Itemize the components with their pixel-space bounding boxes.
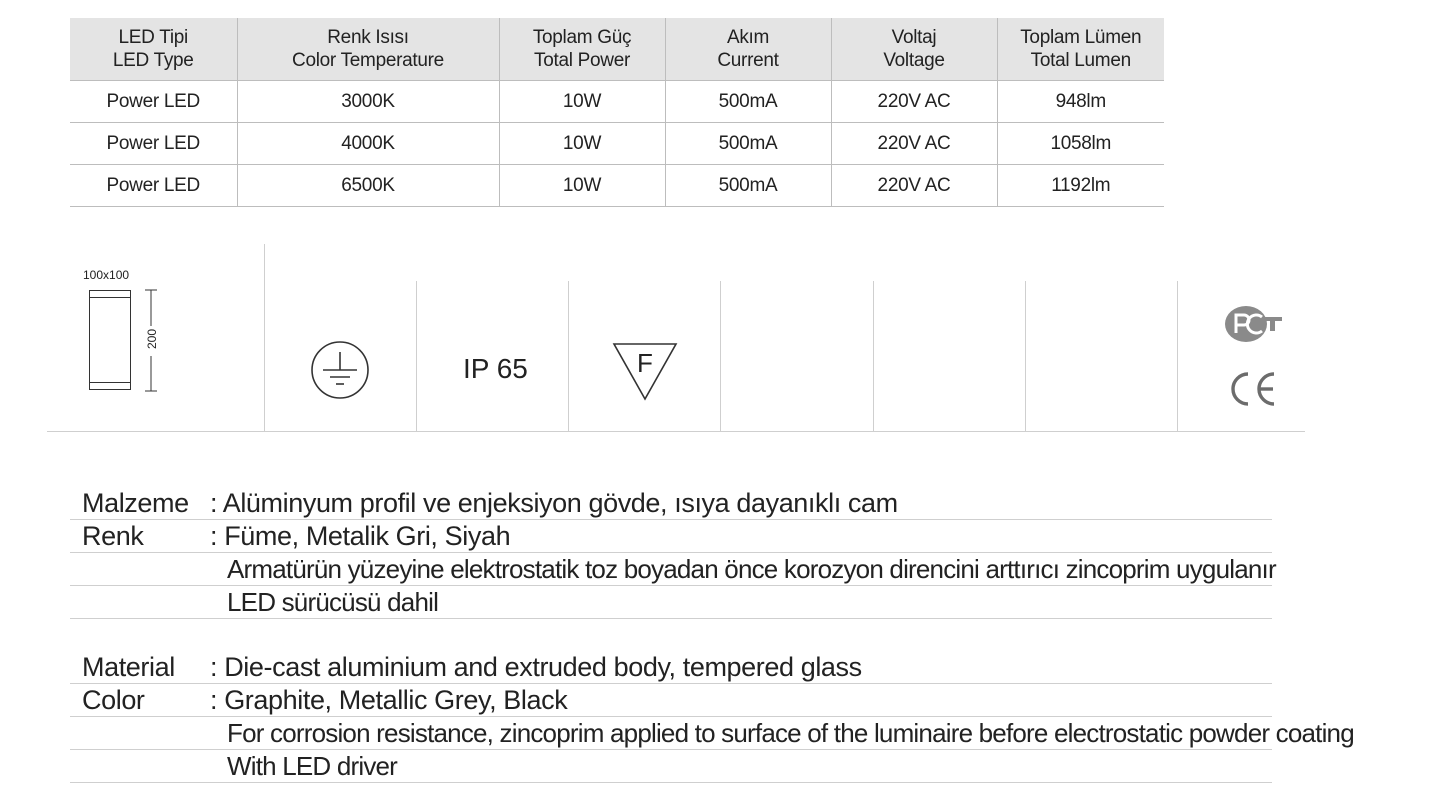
- pct-certification-icon: [1224, 305, 1284, 343]
- note-row: [82, 587, 1272, 620]
- material-label: Material: [82, 652, 175, 682]
- table-row: [70, 81, 1164, 123]
- dimension-height-label: 200: [145, 328, 159, 350]
- divider: [264, 244, 265, 432]
- header-voltage: Voltaj Voltage: [831, 18, 997, 81]
- ip-rating: IP 65: [463, 353, 528, 384]
- color-label: Color: [82, 685, 145, 715]
- header-total-power: Toplam Güç Total Power: [499, 18, 665, 81]
- cell-current: 500mA: [665, 81, 831, 123]
- driver-note: LED sürücüsü dahil: [227, 587, 439, 617]
- note-row: [82, 554, 1276, 587]
- divider: [1177, 281, 1178, 432]
- cell-current: 500mA: [665, 123, 831, 165]
- earth-ground-icon: [310, 340, 370, 400]
- table-row: [70, 165, 1164, 207]
- spec-table: [70, 18, 1164, 207]
- cell-current: 500mA: [665, 165, 831, 207]
- cell-voltage: 220V AC: [831, 165, 997, 207]
- cell-voltage: 220V AC: [831, 123, 997, 165]
- header-led-type: LED Tipi LED Type: [70, 18, 237, 81]
- note-row: [82, 718, 1354, 751]
- cell-total-power: 10W: [499, 81, 665, 123]
- header-color-temperature: Renk Isısı Color Temperature: [237, 18, 499, 81]
- divider: [47, 431, 1305, 432]
- note-row: [82, 751, 1272, 784]
- material-row: [82, 652, 1272, 685]
- cell-total-power: 10W: [499, 165, 665, 207]
- divider: [416, 281, 417, 432]
- divider: [720, 281, 721, 432]
- corrosion-note: For corrosion resistance, zincoprim applied to surface of the luminaire before electrostatic powder coating: [227, 718, 1354, 748]
- color-label: Renk: [82, 521, 144, 551]
- driver-note: With LED driver: [227, 751, 398, 781]
- material-label: Malzeme: [82, 488, 189, 518]
- cell-voltage: 220V AC: [831, 81, 997, 123]
- cell-led-type: Power LED: [70, 165, 237, 207]
- dimension-base-label: 100x100: [83, 268, 130, 282]
- f-triangle-icon: [612, 342, 678, 402]
- cell-led-type: Power LED: [70, 81, 237, 123]
- f-mark-label: F: [637, 348, 653, 378]
- divider: [1025, 281, 1026, 432]
- material-row: [82, 488, 1272, 521]
- color-row: [82, 521, 1272, 554]
- cell-total-lumen: 1192lm: [997, 165, 1164, 207]
- fixture-drawing: [89, 290, 131, 390]
- cell-total-lumen: 948lm: [997, 81, 1164, 123]
- divider: [568, 281, 569, 432]
- color-value: : Graphite, Metallic Grey, Black: [210, 685, 568, 715]
- cell-total-lumen: 1058lm: [997, 123, 1164, 165]
- header-total-lumen: Toplam Lümen Total Lumen: [997, 18, 1164, 81]
- color-value: : Füme, Metalik Gri, Siyah: [210, 521, 511, 551]
- cell-color-temperature: 4000K: [237, 123, 499, 165]
- cell-total-power: 10W: [499, 123, 665, 165]
- material-value: : Die-cast aluminium and extruded body, tempered glass: [210, 652, 862, 682]
- divider: [873, 281, 874, 432]
- material-value: : Alüminyum profil ve enjeksiyon gövde, ısıya dayanıklı cam: [210, 488, 898, 518]
- ce-mark-icon: [1226, 370, 1280, 408]
- table-row: [70, 123, 1164, 165]
- cell-color-temperature: 3000K: [237, 81, 499, 123]
- cell-led-type: Power LED: [70, 123, 237, 165]
- color-row: [82, 685, 1272, 718]
- cell-color-temperature: 6500K: [237, 165, 499, 207]
- corrosion-note: Armatürün yüzeyine elektrostatik toz boyadan önce korozyon direncini arttırıcı zincoprim uygulanır: [227, 554, 1276, 584]
- table-header-row: [70, 18, 1164, 81]
- header-current: Akım Current: [665, 18, 831, 81]
